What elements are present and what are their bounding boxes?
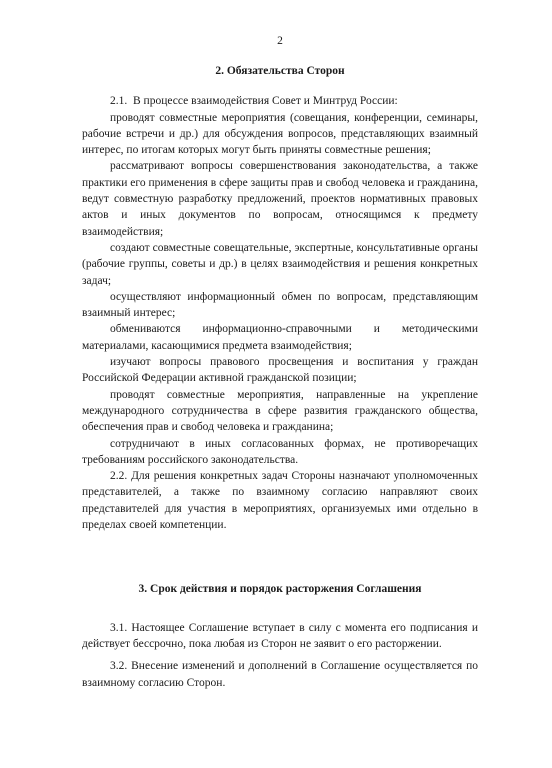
section-3-heading: 3. Срок действия и порядок расторжения Соглашения [138, 583, 422, 596]
paragraph-2-1-intro: 2.1. В процессе взаимодействия Совет и Минтруд России: [110, 95, 398, 108]
paragraph-3-2: 3.2. Внесение изменений и дополнений в Соглашение осуществляется по взаимному согласию Сторон. [82, 660, 478, 689]
paragraph-legislation: рассматривают вопросы совершенствования законодательства, а также практики его применения в сфере защиты прав и свобод человека и гражданина, ведут совместную разработку предложений, проектов нормативных правовых актов и иных документов по вопросам, относящимся к предмету взаимодействия; [82, 160, 478, 238]
paragraph-materials-exchange: обмениваются информационно-справочными и методическими материалами, касающимися предмета взаимодействия; [82, 323, 478, 352]
paragraph-2-2: 2.2. Для решения конкретных задач Стороны назначают уполномоченных представителей, а также по взаимному согласию направляют своих представителей для участия в мероприятиях, организуемых ими отдельно в пределах своей компетенции. [82, 470, 478, 532]
paragraph-other-forms: сотрудничают в иных согласованных формах, не противоречащих требованиям российского законодательства. [82, 437, 478, 466]
paragraph-info-exchange: осуществляют информационный обмен по вопросам, представляющим взаимный интерес; [82, 290, 478, 320]
paragraph-international: проводят совместные мероприятия, направленные на укрепление международного сотрудничества в сфере развития гражданского общества, обеспечения прав и свобод человека и гражданина; [82, 388, 478, 434]
paragraph-joint-events: проводят совместные мероприятия (совещания, конференции, семинары, рабочие встречи и др.) для обсуждения вопросов, представляющих взаимный интерес, по итогам которых могут быть приняты совместные решения; [82, 111, 478, 157]
paragraph-joint-bodies: создают совместные совещательные, экспертные, консультативные органы (рабочие группы, советы и др.) в целях взаимодействия и решения конкретных задач; [82, 241, 478, 287]
paragraph-legal-education: изучают вопросы правового просвещения и воспитания у граждан Российской Федерации активной гражданской позиции; [82, 356, 478, 385]
page-number: 2 [277, 35, 283, 47]
section-2-heading: 2. Обязательства Сторон [215, 65, 345, 77]
paragraph-3-1: 3.1. Настоящее Соглашение вступает в силу с момента его подписания и действует бессрочно, пока любая из Сторон не заявит о его расторжении. [82, 621, 478, 650]
